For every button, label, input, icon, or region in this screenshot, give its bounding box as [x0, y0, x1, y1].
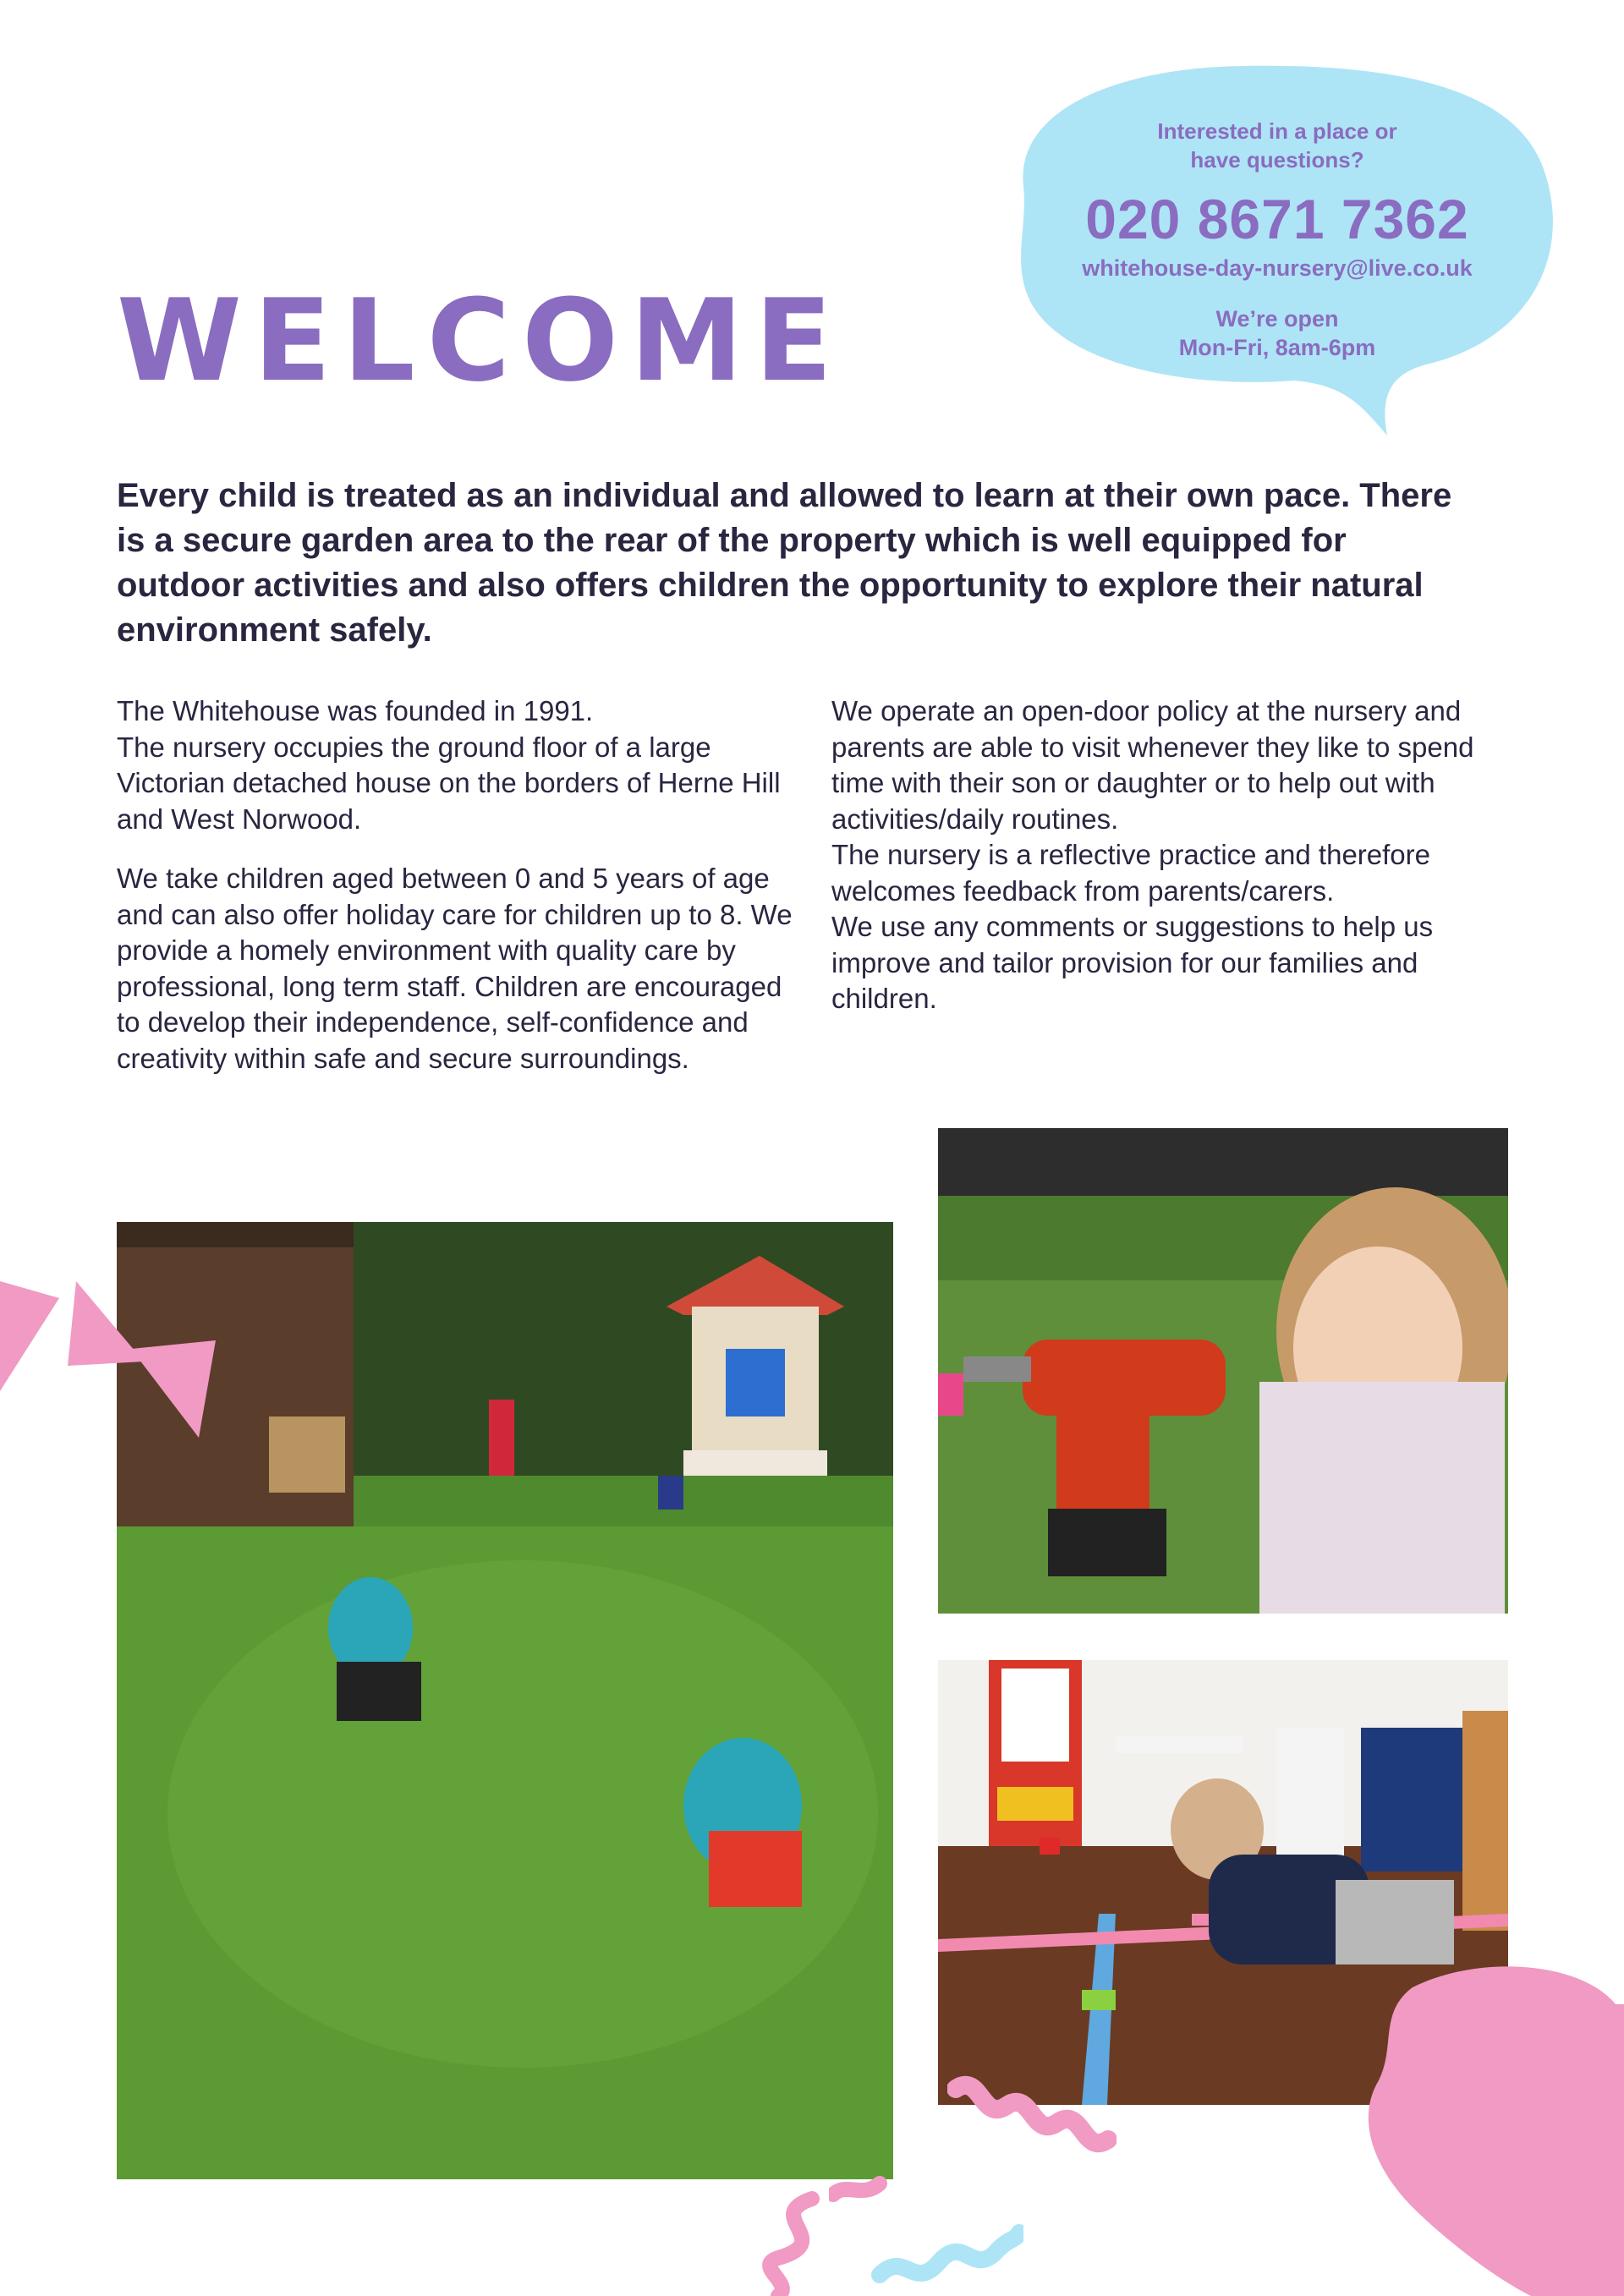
pink-blob — [1362, 1954, 1624, 2296]
left-text-column — [117, 693, 810, 1100]
contact-prompt-line2: have questions? — [1190, 147, 1364, 173]
hours-line2: Mon-Fri, 8am-6pm — [1178, 335, 1376, 360]
phone-number[interactable]: 020 8671 7362 — [1085, 188, 1469, 250]
contact-prompt-line1: Interested in a place or — [1157, 118, 1397, 144]
page-title: WELCOME — [117, 275, 844, 407]
pink-dash — [829, 2173, 888, 2207]
pink-squiggle-right — [947, 2072, 1116, 2165]
pink-triangle-mid — [131, 1340, 224, 1442]
right-text-column — [831, 693, 1525, 1041]
opening-hours — [1015, 304, 1539, 362]
drill-photo — [938, 1128, 1508, 1614]
intro-paragraph: Every child is treated as an individual and allowed to learn at their own pace. There is a secure garden area to the rear of the property which is well equipped for outdoor activities and also offers children the opportunity to explore their natural environment safely. — [117, 477, 1452, 649]
hours-line1: We’re open — [1215, 306, 1339, 332]
history-paragraph: The Whitehouse was founded in 1991. The nursery occupies the ground floor of a large Victorian detached house on the borders of Herne Hill and West Norwood. — [117, 695, 781, 835]
garden-photo — [117, 1222, 893, 2179]
ages-paragraph: We take children aged between 0 and 5 years of age and can also offer holiday care for children up to 8. We provide a homely environment with quality care by professional, long term staff. Children are encouraged to develop their independence, self-confidence and creativity within safe and secure surroundings. — [117, 863, 793, 1074]
blue-squiggle — [871, 2216, 1023, 2296]
email-address[interactable]: whitehouse-day-nursery@live.co.uk — [1082, 255, 1473, 281]
contact-prompt — [1015, 117, 1539, 174]
policy-paragraph: We operate an open-door policy at the nursery and parents are able to visit whenever they like to spend time with their son or daughter or to help out with activities/daily routines. The nursery is a reflective practice and therefore welcomes feedback from parents/carers. We use any comments or suggestions to help us improve and tailor provision for our families and children. — [831, 695, 1474, 1014]
